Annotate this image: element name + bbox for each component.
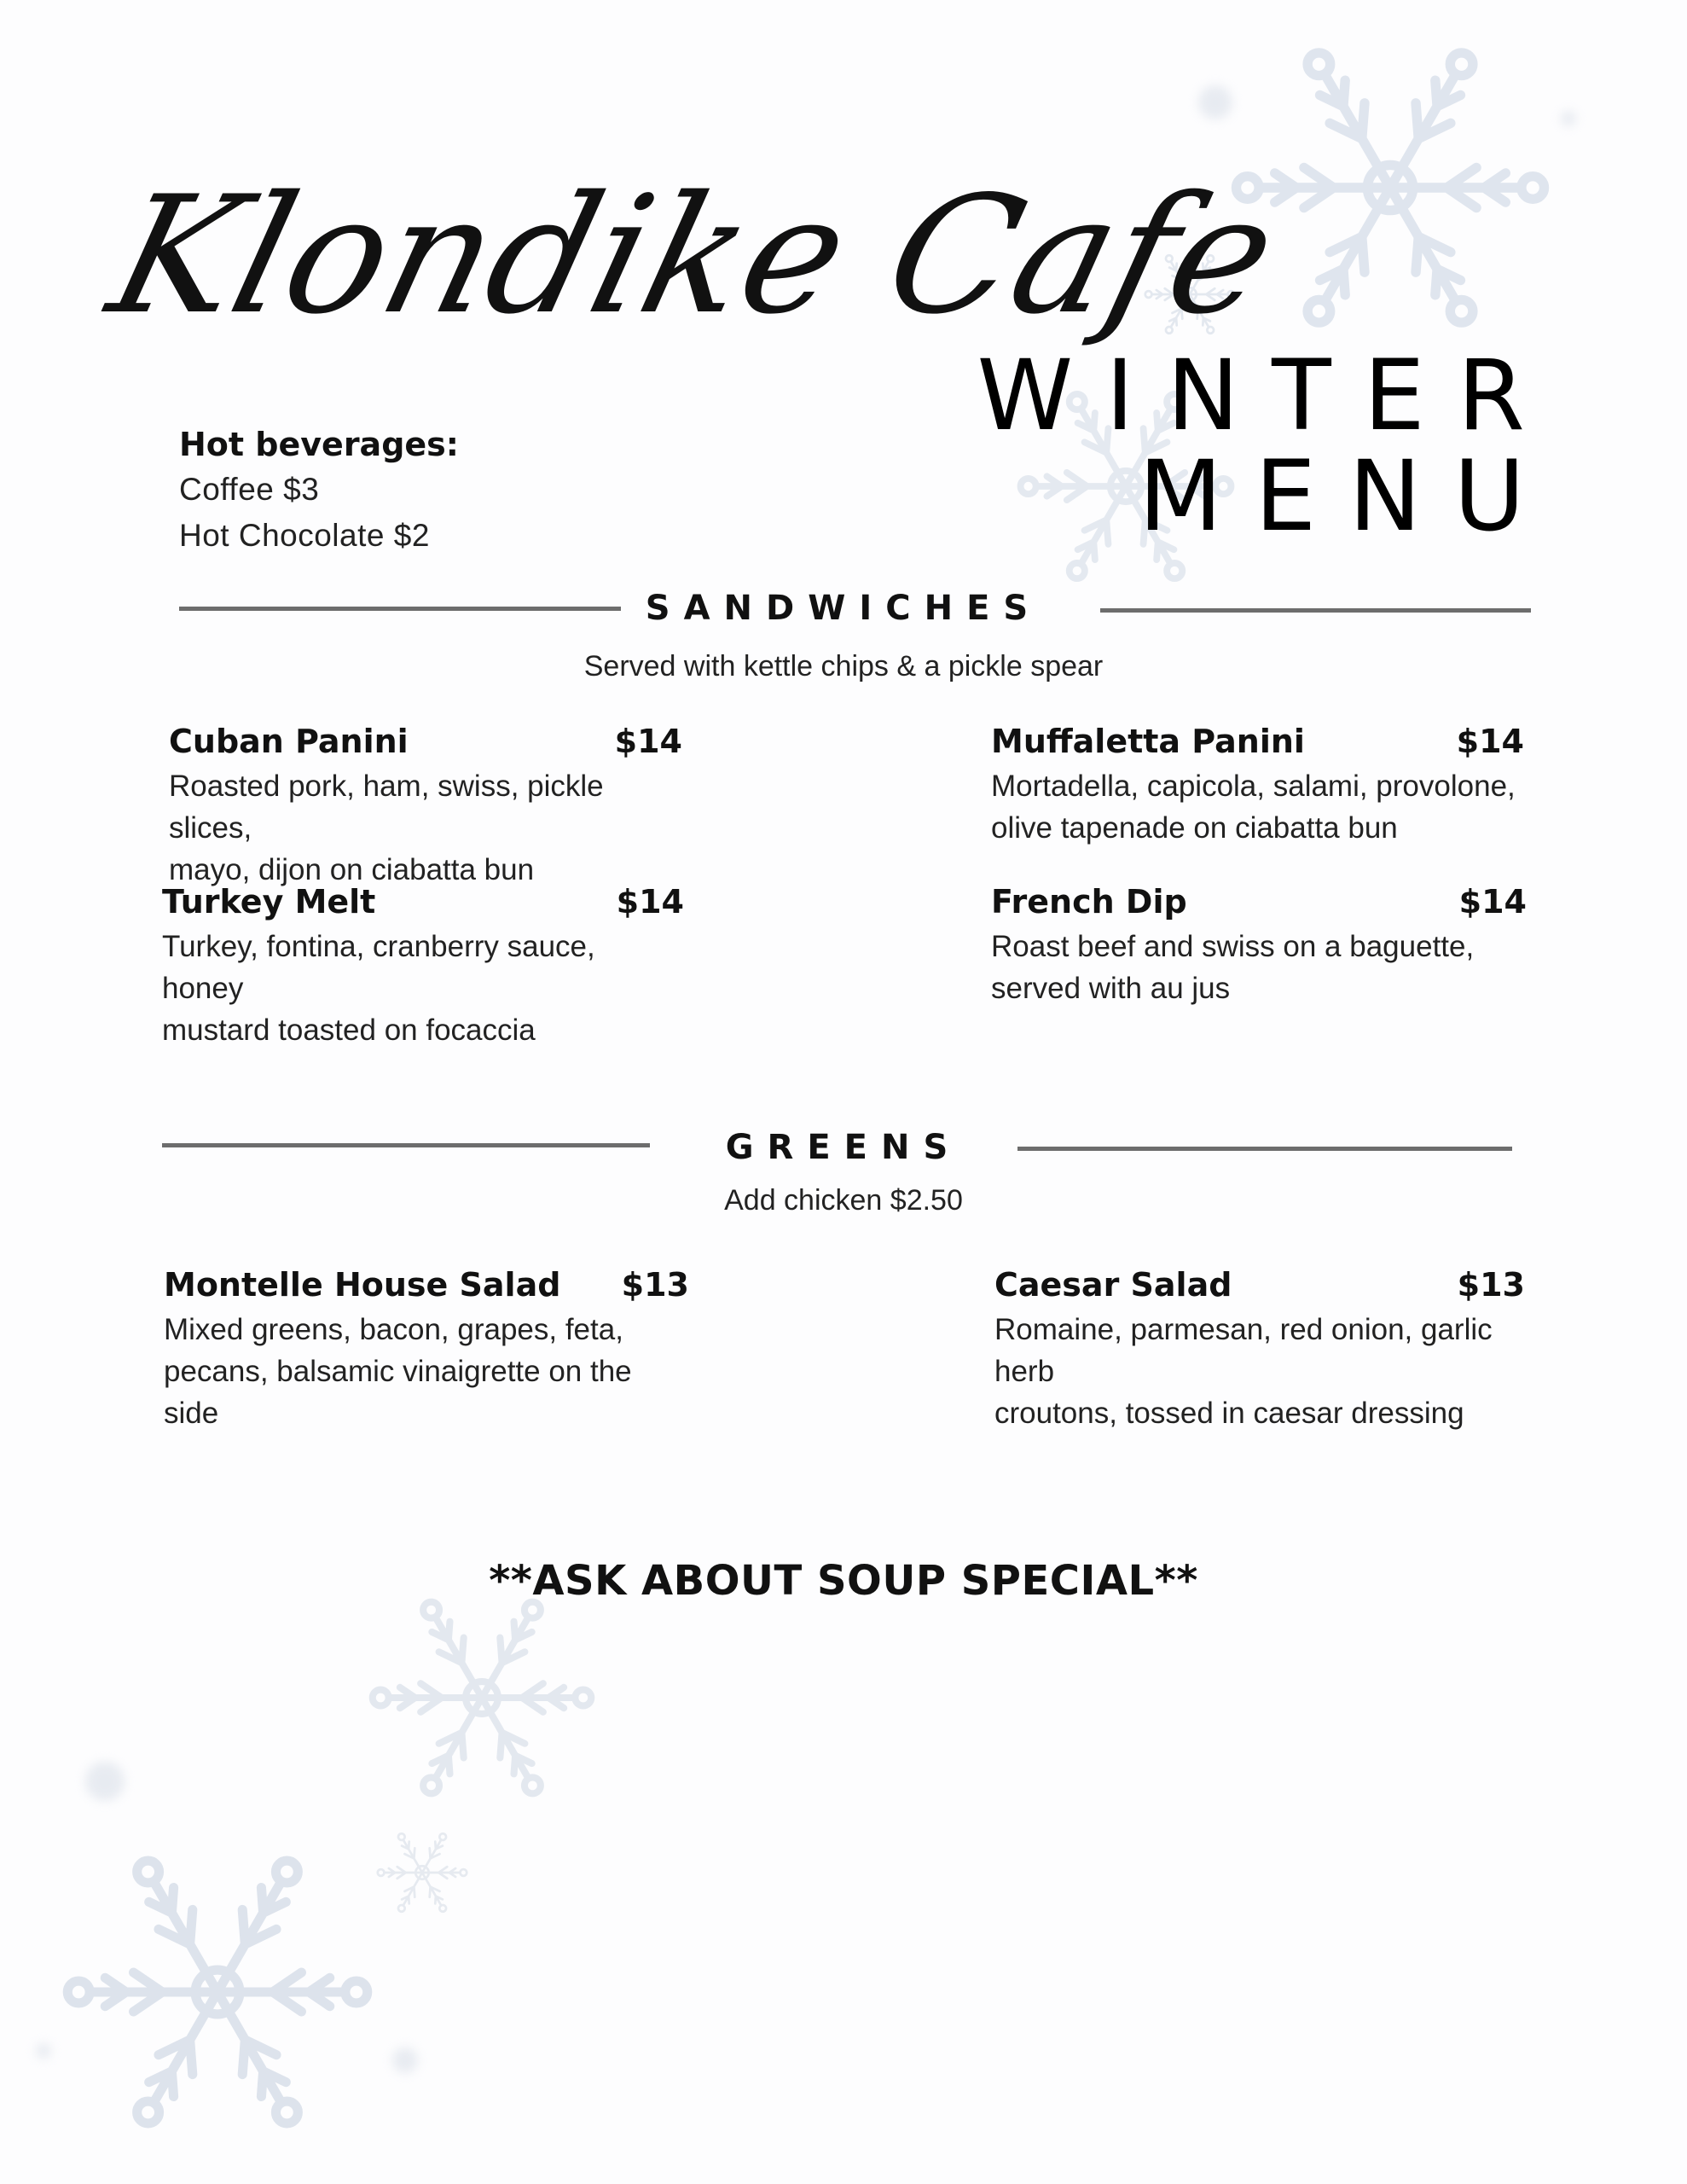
item-price: $14 xyxy=(614,723,682,760)
item-description: pecans, balsamic vinaigrette on the side xyxy=(164,1355,632,1430)
item-description: served with au jus xyxy=(991,972,1231,1005)
item-description: Mixed greens, bacon, grapes, feta, xyxy=(164,1313,623,1346)
menu-item xyxy=(991,719,1524,849)
svg-text:Klondike Cafe: Klondike Cafe xyxy=(94,160,1294,351)
snow-dot xyxy=(1561,111,1576,126)
item-name: Turkey Melt xyxy=(162,883,376,921)
item-price: $13 xyxy=(621,1266,689,1304)
menu-item xyxy=(994,1263,1525,1434)
snow-dot xyxy=(1198,85,1232,119)
item-description: Roast beef and swiss on a baguette, xyxy=(991,930,1475,963)
item-name: Montelle House Salad xyxy=(164,1266,561,1304)
menu-title-line1: WINTER xyxy=(977,339,1557,452)
item-description: Romaine, parmesan, red onion, garlic herb xyxy=(994,1313,1493,1388)
item-name: Muffaletta Panini xyxy=(991,723,1305,760)
item-description: Mortadella, capicola, salami, provolone, xyxy=(991,770,1516,803)
item-description: Roasted pork, ham, swiss, pickle slices, xyxy=(169,770,604,845)
item-price: $13 xyxy=(1457,1266,1525,1304)
snow-dot xyxy=(85,1762,125,1801)
menu-item xyxy=(169,719,682,891)
soup-special-note: **ASK ABOUT SOUP SPECIAL** xyxy=(489,1557,1198,1605)
beverage-item: Coffee $3 xyxy=(179,472,320,507)
item-name: French Dip xyxy=(991,883,1187,921)
hot-beverages xyxy=(179,422,459,559)
item-name: Cuban Panini xyxy=(169,723,409,760)
snowflake-icon xyxy=(367,1583,597,1813)
beverages-heading: Hot beverages: xyxy=(179,426,459,463)
greens-subtitle: Add chicken $2.50 xyxy=(724,1184,963,1217)
item-description: mayo, dijon on ciabatta bun xyxy=(169,853,535,886)
snow-dot xyxy=(36,2043,51,2059)
item-description: mustard toasted on focaccia xyxy=(162,1014,536,1047)
item-price: $14 xyxy=(616,883,684,921)
menu-item xyxy=(162,880,684,1051)
section-heading-greens: GREENS xyxy=(725,1128,962,1167)
item-description: Turkey, fontina, cranberry sauce, honey xyxy=(162,930,595,1005)
item-name: Caesar Salad xyxy=(994,1266,1232,1304)
section-heading-sandwiches: SANDWICHES xyxy=(645,589,1042,628)
item-price: $14 xyxy=(1456,723,1524,760)
menu-item xyxy=(991,880,1527,1009)
snow-dot xyxy=(392,2048,418,2073)
menu-title-line2: MENU xyxy=(1138,439,1557,553)
item-description: olive tapenade on ciabatta bun xyxy=(991,811,1398,845)
menu-title xyxy=(977,339,1557,553)
beverage-item: Hot Chocolate $2 xyxy=(179,518,430,553)
sandwiches-subtitle: Served with kettle chips & a pickle spear xyxy=(583,650,1104,682)
item-price: $14 xyxy=(1458,883,1527,921)
menu-item xyxy=(164,1263,689,1434)
snowflake-icon xyxy=(375,1826,469,1920)
cafe-logo-script xyxy=(94,145,1294,418)
snowflake-icon xyxy=(60,1834,375,2150)
item-description: croutons, tossed in caesar dressing xyxy=(994,1397,1464,1430)
